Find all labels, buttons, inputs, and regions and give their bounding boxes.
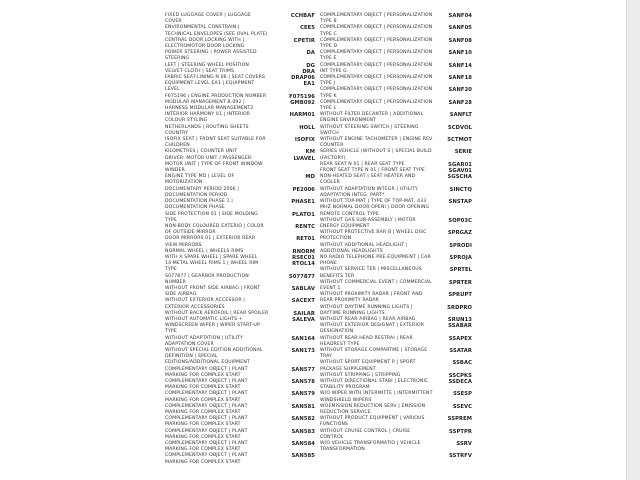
option-description: WITHOUT ADAPTATION | UTILITY ADAPTATION COVER bbox=[165, 335, 244, 347]
option-code: SPRTER bbox=[449, 279, 472, 286]
option-code: SANF14 bbox=[448, 62, 472, 69]
option-row bbox=[320, 25, 472, 37]
option-description: WITHOUT SPORT EQUIPMENT P | SPORT PACKAGE SUPPLEMENT bbox=[320, 360, 416, 372]
option-code: DA bbox=[306, 50, 315, 57]
option-description: WITHOUT REAR AIRBAG | REAR AIRBAG bbox=[320, 316, 416, 322]
option-description: W/O WIPER WITH INTERMITTE | INTERMITTENT WINDSHIELD WIPERS bbox=[320, 391, 433, 403]
option-row bbox=[320, 323, 472, 335]
option-code: SPROJA bbox=[449, 254, 472, 261]
option-description: COMPLEMENTARY OBJECT | PERSONALIZATION TYPE L bbox=[320, 99, 433, 112]
option-row bbox=[320, 100, 472, 112]
option-description: COMPLEMENTARY OBJECT | PLANT MARKING FOR COMPLEX START bbox=[165, 391, 248, 403]
option-row bbox=[165, 391, 315, 403]
option-code: SAN577 bbox=[291, 366, 315, 373]
option-row bbox=[165, 13, 315, 25]
option-description: WITHOUT BACK AEROFOIL | REAR SPOILER bbox=[165, 310, 269, 316]
option-row bbox=[320, 137, 472, 149]
option-code: SRUN13 bbox=[447, 316, 472, 323]
option-code: SOP03C bbox=[448, 217, 472, 224]
option-description: COMPLEMENTARY OBJECT | PERSONALIZATION TYPE J bbox=[320, 75, 433, 87]
option-description: COMPLEMENTARY OBJECT | PLANT MARKING FOR COMPLEX START bbox=[165, 378, 248, 391]
option-description: COMPLEMENTARY OBJECT | PERSONALIZATION TYPE C bbox=[320, 25, 433, 37]
option-code: SSEVC bbox=[452, 403, 472, 410]
option-description: WITHOUT FRONT SIDE AIRBAG | FRONT SIDE AIRBAG bbox=[165, 285, 261, 298]
option-row bbox=[320, 336, 472, 348]
option-description: COMPLEMENTARY OBJECT | PERSONALIZATION INT TYPE G bbox=[320, 62, 433, 74]
option-code: RTOL14 bbox=[292, 261, 315, 268]
option-code: RNORM bbox=[292, 248, 315, 255]
option-code: SANF18 bbox=[448, 75, 472, 82]
option-description: WITHOUT ENGINE TACHOMETER | ENGINE REV COUNTER bbox=[320, 137, 433, 149]
option-row bbox=[165, 174, 315, 186]
option-code: SSPTPR bbox=[449, 428, 472, 435]
option-description: WITHOUT CRUISE CONTROL | CRUISE CONTROL bbox=[320, 428, 411, 440]
option-code: SSCPKS bbox=[448, 372, 472, 379]
option-description: COMPLEMENTARY OBJECT | PLANT MARKING FOR COMPLEX START bbox=[165, 441, 248, 453]
option-description: VELVET CLOTH | SEAT TRIMS bbox=[165, 68, 235, 74]
option-row bbox=[320, 360, 472, 372]
option-row bbox=[165, 137, 315, 149]
option-description: NORMAL WHEEL | WHEELS RIMS bbox=[165, 248, 244, 254]
option-row bbox=[320, 75, 472, 87]
option-description: WITHOUT ADAPTATION INTEGR | UTILITY ADAPTATION INTEG. PART* bbox=[320, 186, 418, 198]
option-description: COMPLEMENTARY OBJECT | PLANT MARKING FOR COMPLEX START bbox=[165, 428, 248, 440]
option-row bbox=[165, 224, 315, 236]
option-row bbox=[165, 38, 315, 50]
option-description: WITHOUT GAS SUB-ASSEMBLY | MOTOR ENERGY EQUIPMENT bbox=[320, 217, 416, 229]
option-code: SGSCHA bbox=[447, 174, 472, 181]
option-code: SABLAV bbox=[291, 285, 315, 292]
option-code: SANFLT bbox=[449, 112, 472, 119]
option-description: WITHOUT ADDITIONAL HEADLIGHT | ADDITIONAL HEADLIGHTS bbox=[320, 242, 408, 254]
option-description: WITHOUT PRODUCT EQUIPMENT | VARIOUS FUNCTIONS bbox=[320, 416, 425, 428]
option-row bbox=[320, 348, 472, 360]
option-description: FIXED LUGGAGE COVER | LUGGAGE COVER bbox=[165, 13, 251, 25]
option-row bbox=[165, 317, 315, 336]
option-code: SSDECA bbox=[448, 378, 472, 385]
option-code: RENTC bbox=[295, 223, 315, 230]
option-code: SSAPEX bbox=[448, 335, 472, 342]
option-description: COMPLEMENTARY OBJECT | PLANT MARKING FOR COMPLEX START bbox=[165, 403, 248, 415]
option-code: SNSTAP bbox=[448, 199, 472, 206]
option-description: W/O VEHICLE TRANSFORMATIO | VEHICLE TRANSFORMATION bbox=[320, 441, 421, 453]
option-code: CCHBAF bbox=[290, 13, 315, 19]
option-code: ISOFIX bbox=[294, 137, 315, 144]
option-code: SPRGAZ bbox=[447, 230, 472, 237]
option-code: SAN581 bbox=[291, 403, 315, 410]
option-code: PLATO1 bbox=[292, 211, 315, 218]
option-description: WITHOUT STEERING SWITCH | STEERING SWITCH bbox=[320, 124, 419, 136]
option-row bbox=[165, 100, 315, 112]
option-code: DG bbox=[306, 62, 315, 69]
option-code: SGAR01 bbox=[448, 161, 472, 168]
option-row bbox=[320, 50, 472, 62]
option-description: DOCUMENTARY PERIOD 2006 | DOCUMENTATION PERIOD bbox=[165, 186, 240, 198]
option-code: EA1 bbox=[303, 81, 315, 88]
option-code: SSTRFV bbox=[449, 453, 472, 460]
option-description: LEFT | STEERING WHEEL POSITION bbox=[165, 62, 250, 68]
option-description: WITHOUT AUTOMATIC LIGHTS + WINDSCREEN WIPER | WIPER START-UP TYPE bbox=[165, 316, 260, 335]
option-row bbox=[165, 212, 315, 224]
option-description: MODULAR MANAGEMENT B.092 | HARNESS MODULAR MANAGEMENT2 bbox=[165, 99, 254, 112]
option-description: WOEMISSION REDUCTION SERV | EMISSION REDUCTION SERVICE bbox=[320, 403, 426, 415]
option-row bbox=[320, 292, 472, 304]
option-description: DOOR MIRRORS 01 | EXTERIOR REAR VIEW MIRRORS bbox=[165, 236, 256, 248]
option-code: KM bbox=[305, 149, 315, 156]
option-row bbox=[320, 38, 472, 50]
option-code: MD bbox=[305, 174, 315, 181]
option-row bbox=[320, 453, 472, 459]
option-code: SCDVOL bbox=[447, 124, 472, 131]
page-edge-margin bbox=[626, 0, 640, 480]
option-code: DRA bbox=[302, 68, 315, 75]
option-row bbox=[320, 391, 472, 403]
option-code: CEE5 bbox=[300, 25, 315, 32]
option-row bbox=[165, 274, 315, 286]
option-description: WITHOUT STRIPPING | STRIPPING bbox=[320, 372, 401, 378]
option-description: NO RADIO TELEPHONE PRE-EQUIPMENT | CAR PHONE bbox=[320, 254, 431, 267]
option-code: SAN582 bbox=[291, 416, 315, 423]
option-code: SAN173 bbox=[291, 347, 315, 354]
option-row bbox=[320, 125, 472, 137]
option-description: NON-HEATED SEAT | SEAT HEATER AND COOLER bbox=[320, 174, 416, 186]
option-description: WITHOUT SPECIAL EDITION ADDITIONAL DEFINITION | SPECIAL EDITIONS/ADDITIONAL EQUIPMENT bbox=[165, 347, 263, 366]
option-description: FABRIC SEAT-LINING N 06 | SEAT COVERS bbox=[165, 75, 266, 81]
option-row bbox=[165, 367, 315, 379]
option-description: POWER STEERING | POWER ASSISTED STEERING bbox=[165, 50, 257, 62]
option-row bbox=[320, 230, 472, 242]
option-code: SAN585 bbox=[291, 453, 315, 460]
option-row bbox=[165, 187, 315, 199]
option-description: SERIES VEHICLE (WITHOUT S | SPECIAL BUILD (FACTORY). bbox=[320, 149, 432, 161]
option-row bbox=[165, 336, 315, 348]
option-description: WITHOUT FILTER DECANTER | ADDITIONAL ENGINE ENVIRONMENT bbox=[320, 112, 424, 124]
left-option-column bbox=[165, 13, 315, 466]
option-description: EQUIPMENT LEVEL EA1 | EQUIPMENT LEVEL bbox=[165, 81, 255, 93]
option-code: GMB092 bbox=[290, 99, 315, 106]
option-code: SAN164 bbox=[291, 335, 315, 342]
option-code: SALEVA bbox=[292, 316, 315, 323]
option-code: CPETIR bbox=[293, 37, 315, 44]
option-row bbox=[320, 199, 472, 218]
option-row bbox=[165, 156, 315, 175]
option-row bbox=[165, 199, 315, 211]
option-code: SAN579 bbox=[291, 391, 315, 398]
option-description: NON-BODY COLOURED EXTERIO | COLOR OF OUTSIDE MIRROR bbox=[165, 223, 264, 236]
option-description: INTERIOR HARMONY 01 | INTERIOR COLOUR STYLING bbox=[165, 112, 251, 124]
option-code: SGAV01 bbox=[448, 168, 472, 175]
option-row bbox=[165, 112, 315, 124]
option-description: COMPLEMENTARY OBJECT | PLANT MARKING FOR COMPLEX START bbox=[165, 366, 248, 378]
option-row bbox=[165, 416, 315, 428]
option-row bbox=[320, 404, 472, 416]
option-description: WITHOUT SERVICE TER | MISCELLANEOUS BENEFITS TER bbox=[320, 267, 422, 279]
option-description: WITHOUT TOP-MAT | TYPE OF TOP-MAT, 433 MHZ NORMAL DOOR OPENI | DOOR OPENING REMOTE CONTROL TYPE bbox=[320, 199, 430, 217]
option-description: COMPLEMENTARY OBJECT | PERSONALIZATION TYPE D bbox=[320, 37, 433, 50]
option-row bbox=[320, 63, 472, 75]
option-row bbox=[320, 429, 472, 441]
option-code: PHASE1 bbox=[291, 199, 315, 206]
option-description: COMPLEMENTARY OBJECT | PERSONALIZATION TYPE E bbox=[320, 50, 433, 62]
option-description: CENTRAL DOOR LOCKING WITH | ELECTROMOTOR DOOR LOCKING bbox=[165, 37, 245, 50]
option-code: SANF20 bbox=[448, 87, 472, 94]
option-description: COMPLEMENTARY OBJECT | PLANT MARKING FOR COMPLEX START bbox=[165, 453, 248, 465]
option-description: WITHOUT PROTECTIVE BAR B | WHEEL DISC PROTECTION bbox=[320, 230, 427, 242]
option-row bbox=[320, 280, 472, 292]
option-code: SSESP bbox=[453, 391, 472, 398]
option-code: SACEXT bbox=[291, 298, 315, 305]
option-description: 14 METAL WHEEL RIMS 1 | WHEEL RIM TYPE bbox=[165, 261, 259, 273]
option-row bbox=[320, 174, 472, 186]
option-code: SCTMOT bbox=[447, 137, 472, 144]
option-row bbox=[320, 187, 472, 199]
option-row bbox=[320, 441, 472, 453]
option-code: SAN584 bbox=[291, 441, 315, 448]
option-row bbox=[165, 379, 315, 391]
option-code: SINCTQ bbox=[449, 186, 472, 193]
option-row bbox=[320, 267, 472, 279]
option-code: LVAVEL bbox=[293, 155, 315, 162]
option-code: SAN578 bbox=[291, 378, 315, 385]
option-row bbox=[320, 243, 472, 255]
option-row bbox=[320, 255, 472, 267]
option-description: DOCUMENTATION PHASE 1 | DOCUMENTATION PHASE bbox=[165, 199, 233, 211]
option-row bbox=[165, 50, 315, 62]
option-code: HARM01 bbox=[289, 112, 315, 119]
option-description: COMPLEMENTARY OBJECT | PERSONALIZATION TYPE K bbox=[320, 87, 433, 99]
option-description: COMPLEMENTARY OBJECT | PERSONALIZATION TYPE B bbox=[320, 13, 433, 25]
option-code: RET01 bbox=[296, 236, 315, 243]
option-description: S077877 | GEARBOX PRODUCTION NUMBER bbox=[165, 273, 249, 285]
option-row bbox=[320, 13, 472, 25]
option-code: SAILAR bbox=[293, 310, 315, 317]
option-description: REAR SEAT N 01 | REAR SEAT TYPE bbox=[320, 161, 405, 167]
option-code: SSPREM bbox=[447, 416, 472, 423]
option-row bbox=[320, 305, 472, 317]
option-code: SANF05 bbox=[448, 25, 472, 32]
option-description: FRONT SEAT TYPE N 01 | FRONT SEAT TYPE bbox=[320, 168, 425, 174]
option-description: ENVIRONMENTAL CONSTRAIN | bbox=[165, 25, 240, 31]
option-code: SANF08 bbox=[448, 37, 472, 44]
option-description: WITHOUT DIRECTIONAL STABI | ELECTRONIC STABILITY PROGRAM bbox=[320, 378, 429, 391]
option-row bbox=[165, 441, 315, 453]
option-code: SSABAR bbox=[448, 323, 472, 330]
option-code: SPRUPT bbox=[448, 292, 472, 299]
option-description: WITHOUT EXTERIOR DESIGNAT | EXTERIOR DESIGNATION bbox=[320, 323, 425, 335]
option-code: SSBAC bbox=[452, 360, 472, 367]
option-row bbox=[320, 379, 472, 391]
option-description: NETHERLANDS | ROUTING SHEETS COUNTRY bbox=[165, 124, 249, 136]
option-description: WITHOUT COMMERCIAL EVENT | COMMERCIAL EVENT 1 bbox=[320, 279, 432, 291]
option-code: DRAP06 bbox=[291, 75, 315, 82]
option-code: SSATAR bbox=[449, 347, 472, 354]
option-description: ISOFIX SEAT | FRONT SEAT SUITABLE FOR CHILDREN bbox=[165, 137, 266, 149]
option-code: S077877 bbox=[288, 273, 315, 280]
option-description: ENGINE TYPE MD | LEVEL OF MOTORIZATION bbox=[165, 174, 235, 186]
option-code: SAN583 bbox=[291, 428, 315, 435]
option-code: HOLL bbox=[299, 124, 315, 131]
option-row bbox=[165, 125, 315, 137]
option-row bbox=[320, 218, 472, 230]
option-code: PE2006 bbox=[292, 186, 315, 193]
option-row bbox=[165, 348, 315, 367]
option-description: WITH A SPARE WHEEL | SPARE WHEEL bbox=[165, 254, 258, 260]
option-description: KILOMETRES | COUNTER UNIT bbox=[165, 149, 238, 155]
option-row bbox=[165, 429, 315, 441]
option-description: WITHOUT DAYTIME RUNNING LIGHTS | DAYTIME RUNNING LIGHTS bbox=[320, 304, 413, 316]
option-code: SERIE bbox=[454, 149, 472, 156]
option-code: SRDPRO bbox=[447, 304, 472, 311]
option-row bbox=[165, 453, 315, 465]
option-code: SANF28 bbox=[448, 99, 472, 106]
option-description: WITHOUT STORAGE COMPARTME | STORAGE TRAY bbox=[320, 347, 428, 360]
option-code: RSEC01 bbox=[292, 254, 315, 261]
option-description: TECHNICAL ENVELOPES (SEE OVAL PLATE) bbox=[165, 31, 268, 37]
option-code: F075196 bbox=[289, 93, 315, 100]
option-code: SPRODI bbox=[449, 242, 472, 249]
option-row bbox=[165, 286, 315, 298]
option-description: WITHOUT REAR HEAD RESTRAI | REAR HEADREST TYPE bbox=[320, 335, 413, 347]
option-code: SSRV bbox=[456, 441, 472, 448]
option-row bbox=[165, 404, 315, 416]
option-code: SANF04 bbox=[448, 13, 472, 19]
option-row bbox=[165, 236, 315, 248]
option-description: F675196 | ENGINE PRODUCTION NUMBER bbox=[165, 93, 267, 99]
right-option-column bbox=[320, 13, 472, 460]
option-row bbox=[165, 81, 315, 93]
option-code: SPRTEL bbox=[449, 267, 472, 274]
option-row bbox=[320, 149, 472, 161]
option-description: DRIVER: MOTOR UNIT / PASSENGER: MOTOR UNIT | TYPE OF FRONT WINDOW WINDER. bbox=[165, 155, 263, 174]
option-description: WITHOUT PROXIMITY RADAR | FRONT AND REAR PROXIMITY RADAR bbox=[320, 292, 423, 304]
option-description: SIDE PROTECTION 01 | SIDE MOLDING TYPE bbox=[165, 211, 258, 223]
option-description: WITHOUT EXTERIOR ACCESSOR | EXTERIOR ACCESSORIES bbox=[165, 298, 245, 310]
option-row bbox=[320, 87, 472, 99]
option-description: COMPLEMENTARY OBJECT | PLANT MARKING FOR COMPLEX START bbox=[165, 416, 248, 428]
option-row bbox=[165, 298, 315, 310]
option-row bbox=[320, 416, 472, 428]
option-code: SANF10 bbox=[448, 50, 472, 57]
option-row bbox=[320, 112, 472, 124]
option-row bbox=[165, 261, 315, 273]
